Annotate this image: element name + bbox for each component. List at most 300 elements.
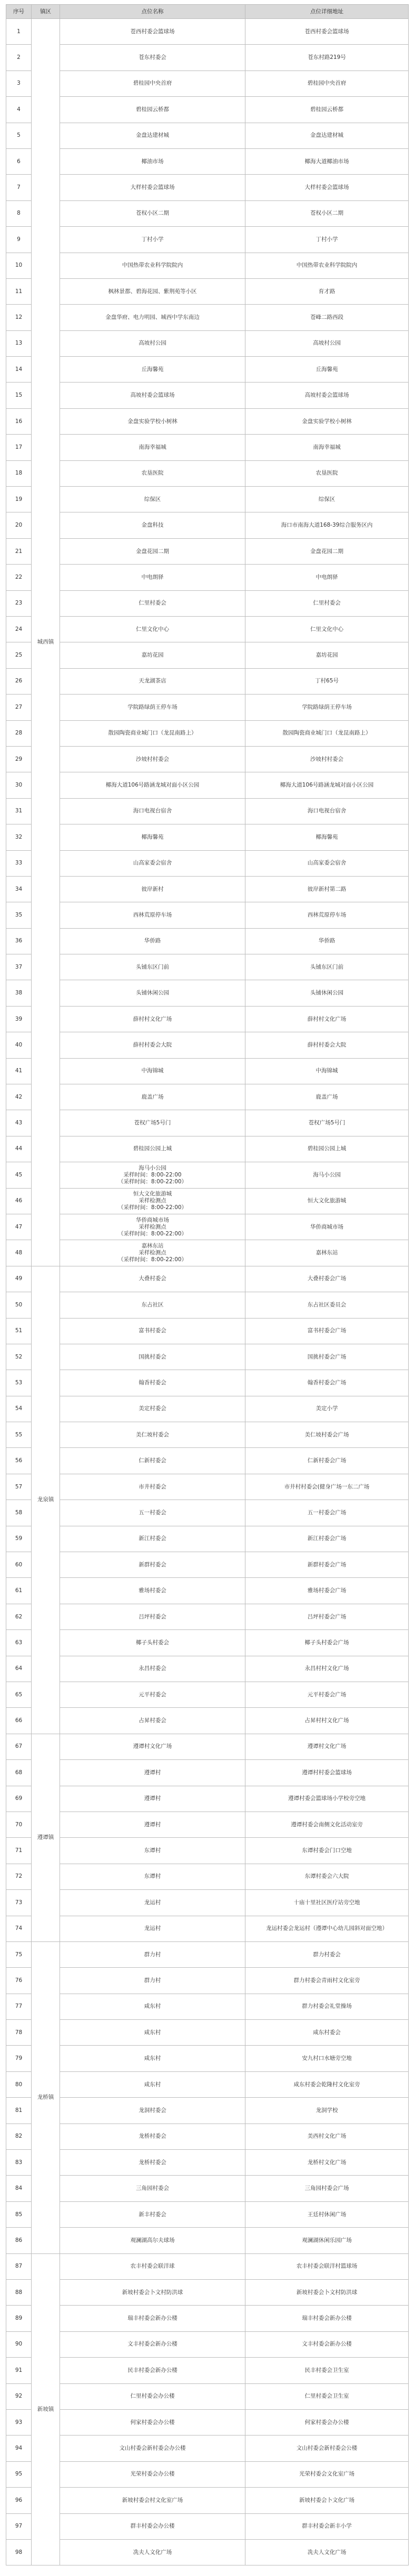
site-address: 丘海馨苑 [245,357,409,383]
site-address: 苍东村路219号 [245,45,409,71]
row-number: 20 [6,512,32,538]
row-number: 1 [6,19,32,45]
table-row [6,2331,409,2357]
table-row [6,2306,409,2331]
site-name: 雅场村委会 [60,1578,245,1604]
site-address: 群力村委会青雨村文化室旁 [245,1968,409,1994]
site-name: 南海幸福城 [60,435,245,460]
site-name: 苍权广场5号门 [60,1110,245,1136]
site-name: 观澜湖高尔夫球场 [60,2228,245,2253]
table-body [6,19,409,2565]
site-name: 大叠村委会 [60,1266,245,1292]
row-number: 37 [6,954,32,980]
site-address: 光荣村委会文化室广场 [245,2461,409,2487]
row-number: 29 [6,746,32,772]
table-row [6,2228,409,2253]
table-row [6,565,409,590]
site-name: 苍西村委会篮球场 [60,19,245,45]
site-address: 高坡村委会篮球场 [245,383,409,408]
table-row [6,1656,409,1682]
table-row [6,2539,409,2565]
row-number: 53 [6,1370,32,1396]
table-row [6,1240,409,1266]
table-row [6,2383,409,2409]
site-name: 新丰村委会 [60,2201,245,2227]
site-address: 瑞丰村委会新办公楼 [245,2306,409,2331]
site-name: 龙运村 [60,1890,245,1916]
site-address: 嘉林东站 [245,1240,409,1266]
table-row [6,408,409,434]
row-number: 83 [6,2150,32,2176]
site-address: 海口电视台宿舍 [245,798,409,824]
site-address: 仁新村委会广场 [245,1448,409,1474]
site-address: 头铺休闲公园 [245,980,409,1006]
site-name: 三角园村委会 [60,2176,245,2201]
site-name: 东谭村 [60,1864,245,1889]
table-row [6,2071,409,2097]
site-address: 苍权广场5号门 [245,1110,409,1136]
row-number: 46 [6,1188,32,1214]
table-row [6,1318,409,1344]
table-row [6,1058,409,1084]
row-number: 16 [6,408,32,434]
table-row [6,305,409,330]
table-row [6,642,409,668]
site-address: 文丰村委会新办公楼 [245,2331,409,2357]
site-name: 中海锦城 [60,1058,245,1084]
site-address: 薛村村委会大院 [245,1032,409,1058]
table-row [6,1032,409,1058]
row-number: 78 [6,2020,32,2046]
site-address: 吕坪村委会广场 [245,1604,409,1629]
site-name: 头铺休闲公园 [60,980,245,1006]
site-name: 碧桂园云桥都 [60,97,245,123]
site-address: 美仁坡村委会广场 [245,1422,409,1448]
site-address: 富书村委会广场 [245,1318,409,1344]
site-address: 丁村65号 [245,668,409,694]
row-number: 47 [6,1214,32,1240]
site-address: 元平村委会广场 [245,1682,409,1708]
table-row [6,1188,409,1214]
site-name: 吕坪村委会 [60,1604,245,1629]
row-number: 9 [6,227,32,253]
site-address: 安九村口水塘旁空地 [245,2046,409,2071]
site-name: 嘉林东站 采样检测点 （采样时间：8:00-22:00） [60,1240,245,1266]
site-name: 华侨路 [60,928,245,954]
site-name: 仁里村委会办公楼 [60,2383,245,2409]
site-address: 新坡村委会卜文化广场 [245,2488,409,2513]
row-number: 32 [6,824,32,850]
site-name: 椰油市场 [60,148,245,174]
row-number: 41 [6,1058,32,1084]
table-row [6,1968,409,1994]
row-number: 43 [6,1110,32,1136]
row-number: 69 [6,1786,32,1812]
site-address: 十庙十里社区医疗站旁空地 [245,1890,409,1916]
table-row [6,1422,409,1448]
table-row [6,1006,409,1032]
site-address: 华侨商城市场 [245,1214,409,1240]
table-row [6,1552,409,1578]
row-number: 66 [6,1708,32,1734]
site-address: 椰海大道106号路涵龙城对面小区公园 [245,772,409,798]
table-row [6,1084,409,1110]
row-number: 62 [6,1604,32,1629]
site-name: 金盘实验学校小树林 [60,408,245,434]
table-row [6,2201,409,2227]
table-row [6,97,409,123]
site-name: 椰子头村委会 [60,1630,245,1656]
site-name: 新江村委会 [60,1526,245,1552]
site-name: 仁里村委会 [60,590,245,616]
row-number: 18 [6,460,32,486]
table-row [6,720,409,746]
site-address: 仁里村委会卫生室 [245,2383,409,2409]
site-address: 金盘达建材城 [245,123,409,148]
table-row [6,538,409,564]
site-name: 龙运村 [60,1916,245,1941]
site-address: 农丰村委会联洋村篮球场 [245,2253,409,2279]
site-address: 新坡村委会卜文村防洪球 [245,2279,409,2305]
row-number: 22 [6,565,32,590]
table-row [6,1578,409,1604]
site-name: 民丰村委会新办公楼 [60,2358,245,2383]
site-name: 苍权小区二期 [60,200,245,226]
table-row [6,668,409,694]
site-name: 瑞丰村委会新办公楼 [60,2306,245,2331]
row-number: 10 [6,253,32,278]
site-name: 彼岸新村 [60,876,245,902]
table-row [6,383,409,408]
site-address: 东谭村委会六大院 [245,1864,409,1889]
site-address: 南海幸福城 [245,435,409,460]
site-address: 综保区 [245,487,409,512]
site-address: 头铺东区门前 [245,954,409,980]
site-name: 椰海馨苑 [60,824,245,850]
site-address: 群力村委会礼堂操场 [245,1994,409,2019]
row-number: 79 [6,2046,32,2071]
row-number: 96 [6,2488,32,2513]
site-name: 龙桥村委会 [60,2124,245,2149]
site-address: 碧桂园云桥都 [245,97,409,123]
table-row [6,1708,409,1734]
row-number: 12 [6,305,32,330]
header-addr: 点位详细地址 [245,5,409,19]
table-row [6,19,409,45]
row-number: 92 [6,2383,32,2409]
site-name: 椰海大道106号路涵龙城对面小区公园 [60,772,245,798]
row-number: 90 [6,2331,32,2357]
site-address: 中国热带农业科学院院内 [245,253,409,278]
site-address: 仁里村委会 [245,590,409,616]
row-number: 64 [6,1656,32,1682]
row-number: 74 [6,1916,32,1941]
site-name: 嘉坊花园 [60,642,245,668]
row-number: 81 [6,2098,32,2124]
table-row [6,2358,409,2383]
site-address: 金盘花园二期 [245,538,409,564]
site-name: 五一村委会 [60,1500,245,1526]
row-number: 23 [6,590,32,616]
row-number: 84 [6,2176,32,2201]
row-town: 龙泉镇 [32,1266,60,1734]
table-row [6,330,409,356]
site-name: 文丰村委会新办公楼 [60,2331,245,2357]
row-number: 54 [6,1396,32,1422]
row-number: 60 [6,1552,32,1578]
site-name: 群丰村委会办公楼 [60,2513,245,2539]
table-row [6,123,409,148]
row-number: 72 [6,1864,32,1889]
row-number: 87 [6,2253,32,2279]
table-row [6,2020,409,2046]
site-name: 恒大文化旅游城 采样检测点 （采样时间：8:00-22:00） [60,1188,245,1214]
site-address: 中海锦城 [245,1058,409,1084]
site-address: 民丰村委会卫生室 [245,2358,409,2383]
site-address: 咸东村委会 [245,2020,409,2046]
site-name: 综保区 [60,487,245,512]
table-row [6,512,409,538]
row-number: 38 [6,980,32,1006]
row-number: 93 [6,2409,32,2435]
site-name: 头铺东区门前 [60,954,245,980]
table-row [6,2150,409,2176]
site-address: 市井村村委会(健身广场一东二广场 [245,1474,409,1500]
table-row [6,1941,409,1967]
site-address: 恒大文化旅游城 [245,1188,409,1214]
site-name: 仁里文化中心 [60,616,245,642]
site-address: 美定小学 [245,1396,409,1422]
site-address: 农垦医院 [245,460,409,486]
row-number: 45 [6,1162,32,1188]
site-name: 天龙湖茶店 [60,668,245,694]
row-number: 98 [6,2539,32,2565]
site-name: 薛村村文化广场 [60,1006,245,1032]
table-row [6,1916,409,1941]
row-number: 57 [6,1474,32,1500]
row-number: 28 [6,720,32,746]
table-row [6,954,409,980]
site-address: 苍峰二路西段 [245,305,409,330]
row-number: 6 [6,148,32,174]
site-address: 金盘实验学校小树林 [245,408,409,434]
row-number: 30 [6,772,32,798]
site-address: 翰香村委会广场 [245,1370,409,1396]
row-number: 91 [6,2358,32,2383]
site-address: 美西村文化广场 [245,2124,409,2149]
site-name: 龙桥村委会 [60,2150,245,2176]
site-name: 金盘花园二期 [60,538,245,564]
site-address: 遵谭村委会篮球场小学校旁空地 [245,1786,409,1812]
site-name: 咸东村 [60,2020,245,2046]
table-row [6,175,409,200]
site-name: 农垦医院 [60,460,245,486]
table-row [6,980,409,1006]
table-row [6,902,409,928]
row-number: 19 [6,487,32,512]
site-address: 沙坡村村委会 [245,746,409,772]
row-number: 88 [6,2279,32,2305]
row-number: 82 [6,2124,32,2149]
table-row [6,1890,409,1916]
site-address: 椰海馨苑 [245,824,409,850]
table-row [6,1682,409,1708]
row-number: 5 [6,123,32,148]
site-name: 遵谭村文化广场 [60,1734,245,1759]
table-row [6,71,409,96]
site-name: 何家村委会办公楼 [60,2409,245,2435]
site-address: 海马小公园 [245,1162,409,1188]
table-row [6,616,409,642]
site-name: 遵谭村 [60,1812,245,1837]
row-number: 42 [6,1084,32,1110]
site-name: 群力村 [60,1968,245,1994]
site-address: 群丰村委会新丰小学 [245,2513,409,2539]
row-number: 24 [6,616,32,642]
site-address: 三角园村委会广场 [245,2176,409,2201]
table-row [6,487,409,512]
site-address: 东谭村委会门口空地 [245,1838,409,1864]
table-row [6,1630,409,1656]
site-address: 碧桂园公园上城 [245,1136,409,1162]
header-name: 点位名称 [60,5,245,19]
site-address: 文山村委会新村委会公楼 [245,2436,409,2461]
table-row [6,1526,409,1552]
row-number: 4 [6,97,32,123]
table-row [6,45,409,71]
site-address: 大叠村委会广场 [245,1266,409,1292]
site-name: 美仁坡村委会 [60,1422,245,1448]
table-row [6,2461,409,2487]
table-row [6,798,409,824]
row-number: 33 [6,850,32,876]
row-number: 25 [6,642,32,668]
row-town: 龙桥镇 [32,1941,60,2253]
table-row [6,876,409,902]
site-name: 丁村小学 [60,227,245,253]
table-row [6,2046,409,2071]
site-name: 金盘华府、电力明园、城西中学东南边 [60,305,245,330]
row-number: 26 [6,668,32,694]
row-town: 城西镇 [32,19,60,1266]
site-address: 群力村委会 [245,1941,409,1967]
row-number: 40 [6,1032,32,1058]
site-list-sheet [6,4,408,2565]
site-address: 国挑村委会广场 [245,1344,409,1370]
site-name: 金盘科技 [60,512,245,538]
row-number: 58 [6,1500,32,1526]
table-row [6,1292,409,1318]
site-name: 苍东村委会 [60,45,245,71]
site-name: 山高家委会宿舍 [60,850,245,876]
site-name: 散园陶瓷商业城门口（龙昆南路上） [60,720,245,746]
row-number: 55 [6,1422,32,1448]
site-name: 元平村委会 [60,1682,245,1708]
table-row [6,2436,409,2461]
table-row [6,1604,409,1629]
row-number: 11 [6,278,32,304]
site-address: 碧桂园中央首府 [245,71,409,96]
site-name: 永昌村委会 [60,1656,245,1682]
site-address: 东占社区委员会 [245,1292,409,1318]
site-address: 永昌村村文化广场 [245,1656,409,1682]
header-no: 序号 [6,5,32,19]
row-number: 36 [6,928,32,954]
row-number: 21 [6,538,32,564]
table-row [6,1760,409,1786]
table-row [6,1734,409,1759]
site-name: 海口电视台宿舍 [60,798,245,824]
row-number: 65 [6,1682,32,1708]
site-name: 遵谭村 [60,1760,245,1786]
site-name: 咸东村 [60,2071,245,2097]
row-number: 31 [6,798,32,824]
table-row [6,1136,409,1162]
row-number: 89 [6,2306,32,2331]
site-name: 高坡村公园 [60,330,245,356]
site-name: 遵谭村 [60,1786,245,1812]
site-name: 光荣村委会办公楼 [60,2461,245,2487]
table-row [6,460,409,486]
table-row [6,1994,409,2019]
row-number: 35 [6,902,32,928]
table-row [6,1110,409,1136]
table-row [6,695,409,720]
row-number: 39 [6,1006,32,1032]
site-name: 龙洞村委会 [60,2098,245,2124]
row-number: 63 [6,1630,32,1656]
site-address: 新江村委会广场 [245,1526,409,1552]
site-address: 大样村委会篮球场 [245,175,409,200]
row-number: 71 [6,1838,32,1864]
site-address: 高坡村公园 [245,330,409,356]
site-name: 中电朗驿 [60,565,245,590]
site-address: 丁村小学 [245,227,409,253]
site-name: 国挑村委会 [60,1344,245,1370]
site-address: 嘉坊花园 [245,642,409,668]
row-number: 48 [6,1240,32,1266]
site-name: 碧桂园公园上城 [60,1136,245,1162]
row-number: 80 [6,2071,32,2097]
row-number: 14 [6,357,32,383]
site-name: 华侨商城市场 采样检测点 （采样时间：8:00-22:00） [60,1214,245,1240]
table-row [6,227,409,253]
table-row [6,850,409,876]
row-number: 56 [6,1448,32,1474]
site-name: 富书村委会 [60,1318,245,1344]
site-name: 群力村 [60,1941,245,1967]
site-address: 西林荒原停车场 [245,902,409,928]
table-row [6,435,409,460]
site-name: 碧桂园中央首府 [60,71,245,96]
row-number: 61 [6,1578,32,1604]
table-header-row [6,5,409,19]
site-address: 中电朗驿 [245,565,409,590]
row-number: 2 [6,45,32,71]
site-address: 薛村村文化广场 [245,1006,409,1032]
site-name: 东占社区 [60,1292,245,1318]
row-number: 77 [6,1994,32,2019]
table-row [6,2098,409,2124]
row-number: 67 [6,1734,32,1759]
site-name: 新坡村委会村文化室广场 [60,2488,245,2513]
header-town: 镇区 [32,5,60,19]
row-number: 70 [6,1812,32,1837]
site-address: 龙桥村文化广场 [245,2150,409,2176]
row-number: 7 [6,175,32,200]
table-row [6,1396,409,1422]
table-row [6,1266,409,1292]
